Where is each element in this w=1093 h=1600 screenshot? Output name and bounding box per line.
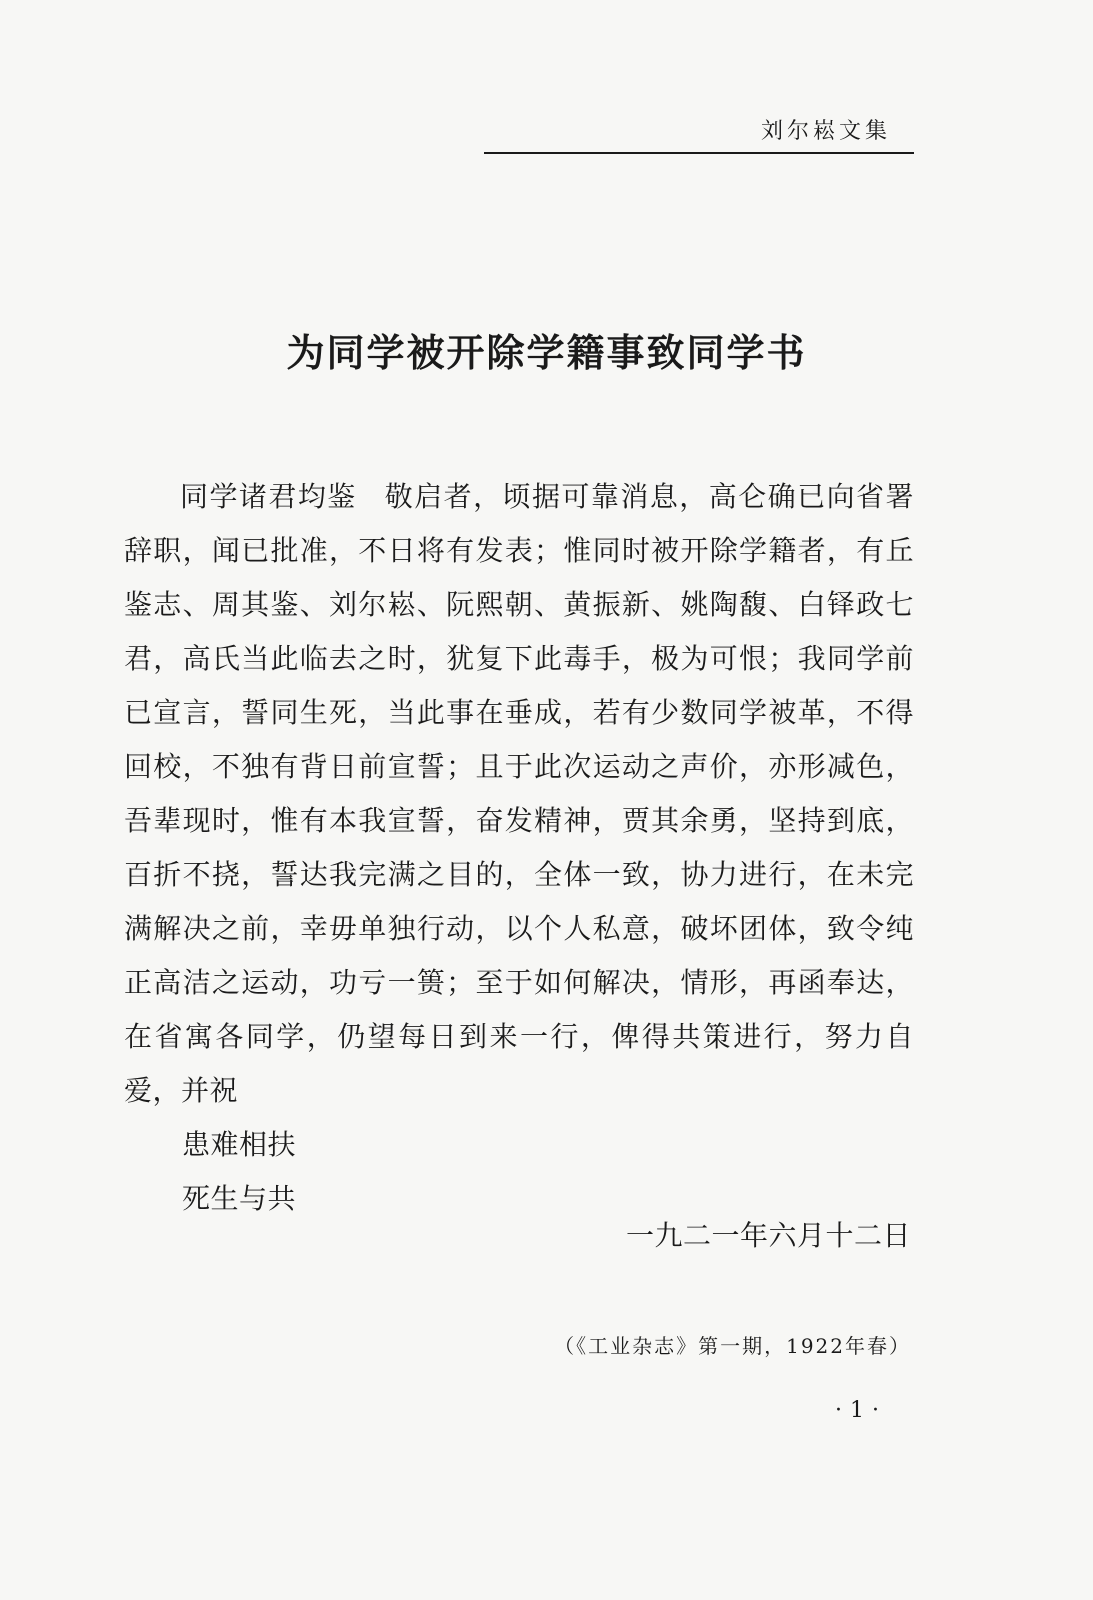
article-title: 为同学被开除学籍事致同学书 [286, 331, 807, 375]
letter-date: 一九二一年六月十二日 [625, 1219, 911, 1252]
page-number: ·1· [835, 1398, 887, 1423]
letter-text: 敬启者，顷据可靠消息，高仑确已向省署辞职，闻已批准，不日将有发表；惟同时被开除学籍者，有丘鉴志、周其鉴、刘尔崧、阮熙朝、黄振新、姚陶馥、白铎政七君，高氏当此临去之时，犹复下此毒手，极为可恨；我同学前已宣言，誓同生死，当此事在垂成，若有少数同学被革，不得回校，不独有背日前宣誓；且于此次运动之声价，亦形减色，吾辈现时，惟有本我宣誓，奋发精神，贾其余勇，坚持到底，百折不挠，誓达我完满之目的，全体一致，协力进行，在未完满解决之前，幸毋单独行动，以个人私意，破坏团体，致令纯正高洁之运动，功亏一篑；至于如何解决，情形，再函奉达，在省寓各同学，仍望每日到来一行，俾得共策进行，努力自爱，并祝 [124, 480, 914, 1107]
article-body [124, 470, 914, 1226]
closing-line-2: 死生与共 [182, 1182, 297, 1215]
letter-paragraph [124, 470, 914, 1118]
salutation: 同学诸君均鉴 [180, 480, 357, 513]
running-header: 刘尔崧文集 [760, 119, 891, 144]
closing-line-1: 患难相扶 [182, 1128, 297, 1161]
header-rule [484, 152, 914, 154]
source-citation: （《工业杂志》第一期，1922年春） [554, 1334, 911, 1358]
